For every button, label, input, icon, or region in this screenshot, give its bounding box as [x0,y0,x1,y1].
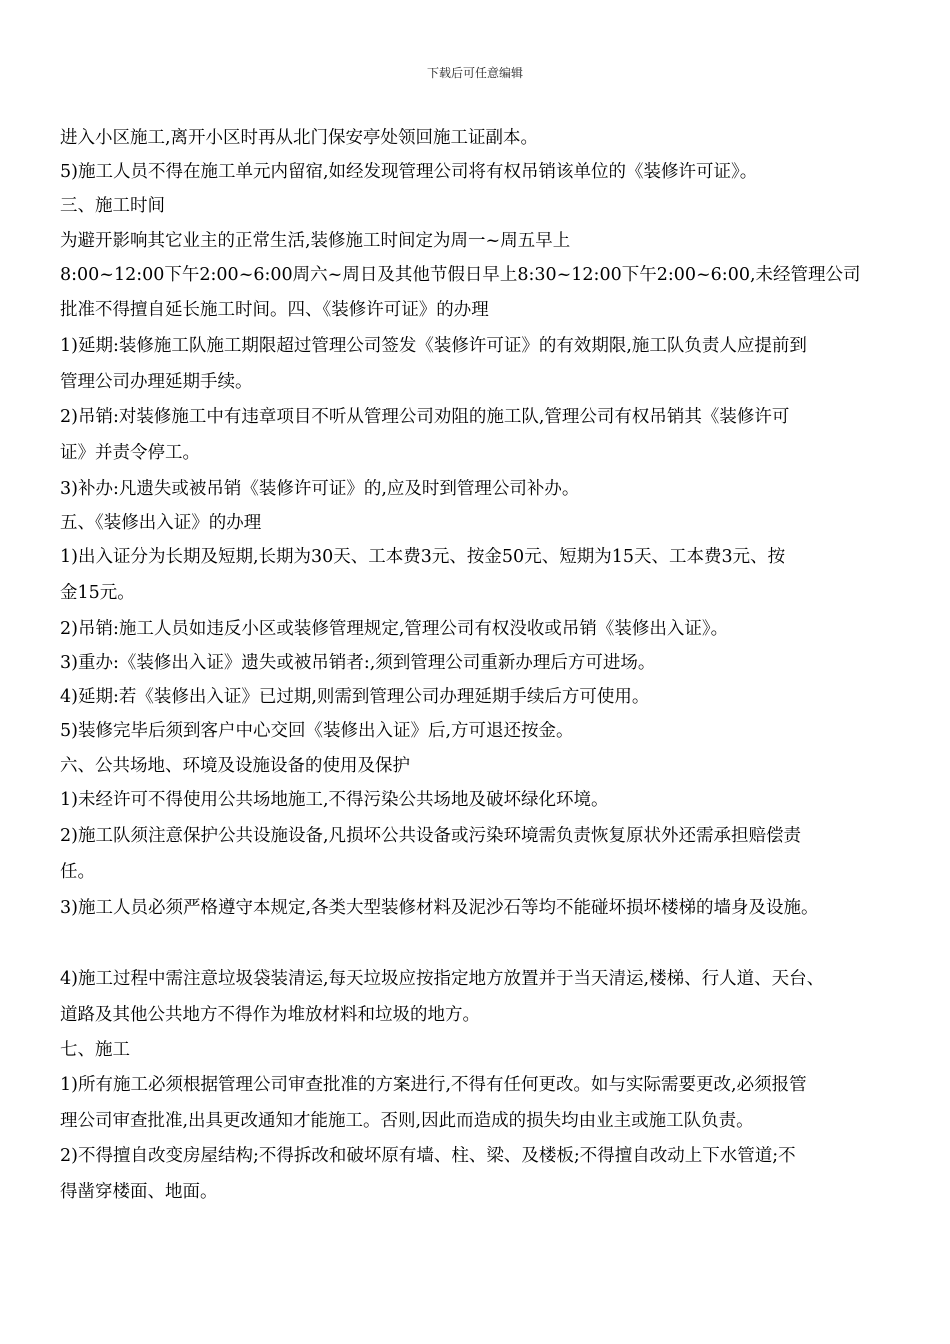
text-line: 4)施工过程中需注意垃圾袋装清运,每天垃圾应按指定地方放置并于当天清运,楼梯、行人道、天台、 [60,969,825,989]
page-header-note: 下载后可任意编辑 [426,66,523,80]
text-line: 证》并责令停工。 [60,443,200,463]
text-line: 8:00~12:00下午2:00~6:00周六~周日及其他节假日早上8:30~12:00下午2:00~6:00,未经管理公司 [60,265,861,285]
section-heading: 五、《装修出入证》的办理 [60,513,262,533]
text-line: 道路及其他公共地方不得作为堆放材料和垃圾的地方。 [60,1005,480,1025]
text-line: 5)施工人员不得在施工单元内留宿,如经发现管理公司将有权吊销该单位的《装修许可证》。 [60,162,758,182]
text-line: 2)吊销:施工人员如违反小区或装修管理规定,管理公司有权没收或吊销《装修出入证》。 [60,619,729,639]
text-line: 1)所有施工必须根据管理公司审查批准的方案进行,不得有任何更改。如与实际需要更改,必须报管 [60,1075,807,1095]
text-line: 5)装修完毕后须到客户中心交回《装修出入证》后,方可退还按金。 [60,721,574,741]
text-line: 2)施工队须注意保护公共设施设备,凡损坏公共设备或污染环境需负责恢复原状外还需承担赔偿责 [60,826,802,846]
text-line: 1)未经许可不得使用公共场地施工,不得污染公共场地及破坏绿化环境。 [60,790,609,810]
section-heading: 三、施工时间 [60,196,165,216]
text-line: 管理公司办理延期手续。 [60,372,253,392]
text-line: 金15元。 [60,583,135,603]
text-line: 3)施工人员必须严格遵守本规定,各类大型装修材料及泥沙石等均不能碰坏损坏楼梯的墙身及设施。 [60,898,819,918]
section-heading: 六、公共场地、环境及设施设备的使用及保护 [60,756,410,776]
text-line: 进入小区施工,离开小区时再从北门保安亭处领回施工证副本。 [60,128,539,148]
text-line: 3)重办:《装修出入证》遗失或被吊销者:,须到管理公司重新办理后方可进场。 [60,653,656,673]
section-heading: 七、施工 [60,1040,130,1060]
text-line: 1)延期:装修施工队施工期限超过管理公司签发《装修许可证》的有效期限,施工队负责人应提前到 [60,336,807,356]
text-line: 3)补办:凡遗失或被吊销《装修许可证》的,应及时到管理公司补办。 [60,479,580,499]
text-line: 2)不得擅自改变房屋结构;不得拆改和破坏原有墙、柱、梁、及楼板;不得擅自改动上下水管道;不 [60,1146,796,1166]
text-line: 为避开影响其它业主的正常生活,装修施工时间定为周一~周五早上 [60,231,571,251]
text-line: 4)延期:若《装修出入证》已过期,则需到管理公司办理延期手续后方可使用。 [60,687,650,707]
text-line: 1)出入证分为长期及短期,长期为30天、工本费3元、按金50元、短期为15天、工本费3元、按 [60,547,786,567]
text-line: 2)吊销:对装修施工中有违章项目不听从管理公司劝阻的施工队,管理公司有权吊销其《装修许可 [60,407,790,427]
text-line: 理公司审查批准,出具更改通知才能施工。否则,因此而造成的损失均由业主或施工队负责。 [60,1111,754,1131]
text-line: 任。 [60,862,95,882]
text-line: 批准不得擅自延长施工时间。四、《装修许可证》的办理 [60,300,489,320]
text-line: 得凿穿楼面、地面。 [60,1182,218,1202]
